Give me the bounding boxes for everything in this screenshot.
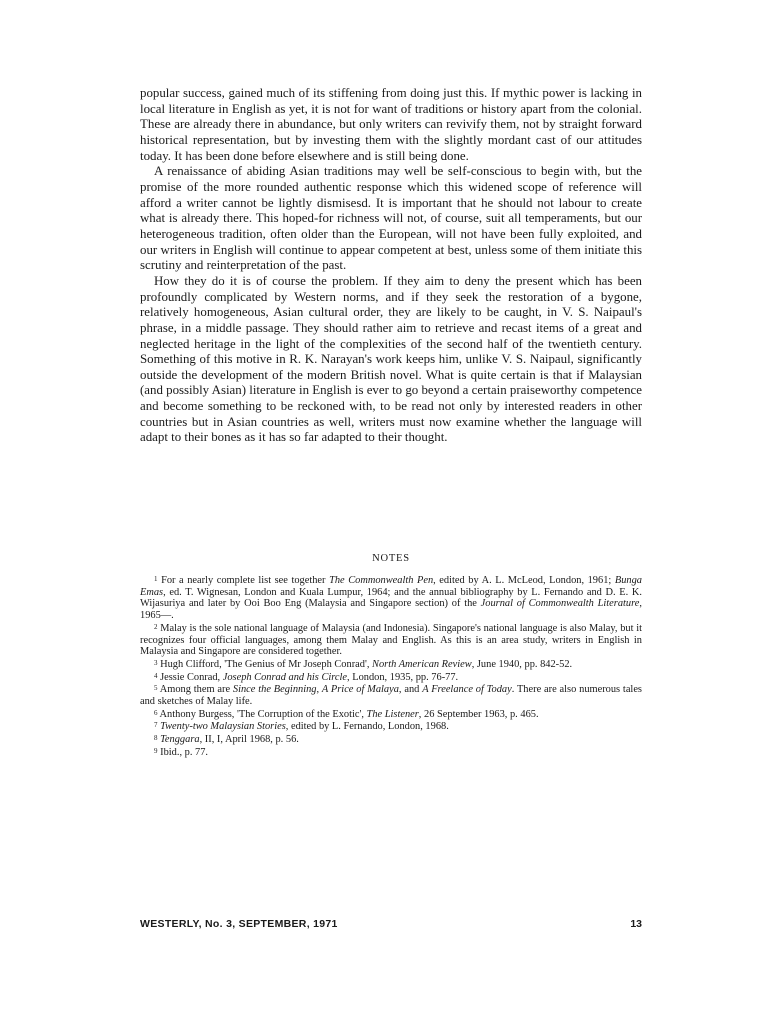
footnote-text: Hugh Clifford, 'The Genius of Mr Joseph Conrad', — [160, 658, 373, 670]
footnote-1 — [140, 574, 642, 622]
footnote-number: 3 — [154, 658, 158, 667]
body-paragraph: How they do it is of course the problem. If they aim to deny the present which has been profoundly complicated by Western norms, and if they seek the restoration of a bygone, relatively homogeneous, Asian cultural order, they are likely to be caught, in V. S. Naipaul's phrase, in a middle passage. They should rather aim to retrieve and recast items of a great and neglected heritage in the light of the complexities of the second half of the twentieth century. Something of this motive in R. K. Narayan's work keeps him, unlike V. S. Naipaul, significantly outside the development of the modern British novel. What is quite certain is that if Malaysian (and possibly Asian) literature in English is ever to go beyond a certain praiseworthy competence and become something to be reckoned with, to be read not only by interested readers in other countries but in Asian countries as well, writers must now examine whether the language will adapt to their bones as it has so far adapted to their thought. — [140, 273, 642, 445]
footnote-italic-text: Since the Beginning — [232, 684, 317, 696]
footnote-text: Malay is the sole national language of Malaysia (and Indonesia). Singapore's national language is also Malay, but it recognizes four official languages, among them Malay and English. As this is an area study, writers in English in Malaysia and Singapore are considered together. — [140, 622, 642, 658]
footnote-2 — [140, 622, 642, 658]
footnote-3 — [140, 658, 642, 671]
footnote-italic-text: Journal of Commonwealth Literature — [480, 598, 640, 610]
footnote-italic-text: The Listener — [366, 708, 419, 720]
journal-footer: WESTERLY, No. 3, SEPTEMBER, 1971 — [140, 918, 338, 930]
footnote-italic-text: A Price of Malaya — [321, 684, 399, 696]
body-paragraph: popular success, gained much of its stiffening from doing just this. If mythic power is lacking in local literature in English as yet, it is not for want of traditions or history apart from the colonial. These are already there in abundance, but only writers can revivify them, not by straight forward historical representation, but by investing them with the slightly mordant cast of our attitudes today. It has been done before elsewhere and is still being done. — [140, 86, 642, 163]
footnote-number: 2 — [154, 622, 158, 631]
footnote-text: , 1965—. — [140, 598, 642, 622]
footnote-text: , — [316, 684, 322, 696]
body-paragraph: A renaissance of abiding Asian traditions may well be self-conscious to begin with, but the promise of the more rounded authentic response which this widened scope of reference will afford a writer cannot be lightly dismisesd. It is important that he should not labour to create what is already there. This hoped-for richness will not, of course, suit all temperaments, but our heterogeneous tradition, often older than the European, will not have been fully exploited, and our writers in English will continue to appear competent at best, unless some of them initiate this scrutiny and reinterpretation of the past. — [140, 164, 642, 273]
footnote-text: , ed. T. Wignesan, London and Kuala Lumpur, 1964; and the annual bibliography by L. Fernando and D. E. K. Wijasuriya and later by Ooi Boo Eng (Malaysia and Singapore section) of the — [140, 586, 642, 610]
notes-list — [140, 574, 642, 759]
footnote-text: , II, I, April 1968, p. 56. — [199, 734, 299, 746]
footnote-text: , edited by L. Fernando, London, 1968. — [285, 721, 449, 733]
footnote-text: , 26 September 1963, p. 465. — [418, 708, 539, 720]
footnote-text: Ibid., p. 77. — [160, 746, 209, 758]
footnote-number: 5 — [154, 684, 158, 693]
footnote-italic-text: Twenty-two Malaysian Stories — [160, 721, 286, 733]
footnote-text: . There are also numerous tales and sketches of Malay life. — [140, 684, 642, 708]
footnote-number: 6 — [154, 708, 158, 717]
footnote-7 — [140, 720, 642, 733]
footnote-text: Jessie Conrad, — [160, 671, 223, 683]
footnote-text: , and — [398, 684, 423, 696]
footnote-italic-text: A Freelance of Today — [422, 684, 512, 696]
notes-heading: NOTES — [372, 553, 410, 564]
footnote-text: , June 1940, pp. 842-52. — [471, 658, 573, 670]
footnote-text: , London, 1935, pp. 76-77. — [347, 671, 459, 683]
footnote-text: For a nearly complete list see together — [161, 575, 330, 586]
footnote-text: Anthony Burgess, 'The Corruption of the Exotic', — [159, 708, 367, 720]
body-text — [140, 86, 642, 446]
footnote-6 — [140, 708, 642, 721]
footnote-italic-text: North American Review — [372, 658, 472, 670]
footnote-italic-text: Joseph Conrad and his Circle — [222, 671, 348, 683]
footnote-8 — [140, 733, 642, 746]
footnote-number: 1 — [154, 575, 158, 583]
footnote-4 — [140, 671, 642, 684]
footnote-5 — [140, 683, 642, 707]
footnote-number: 8 — [154, 734, 158, 743]
footnote-number: 7 — [154, 721, 158, 730]
page-number: 13 — [630, 918, 642, 930]
footnote-number: 9 — [154, 746, 158, 755]
footnote-italic-text: The Commonwealth Pen — [329, 575, 434, 586]
footnote-text: Among them are — [159, 684, 233, 696]
footnote-number: 4 — [154, 671, 158, 680]
footnote-text: , edited by A. L. McLeod, London, 1961; — [433, 575, 615, 586]
footnote-italic-text: Tenggara — [160, 734, 200, 746]
footnote-italic-text: Bunga Emas — [140, 575, 642, 598]
footnote-9 — [140, 746, 642, 759]
